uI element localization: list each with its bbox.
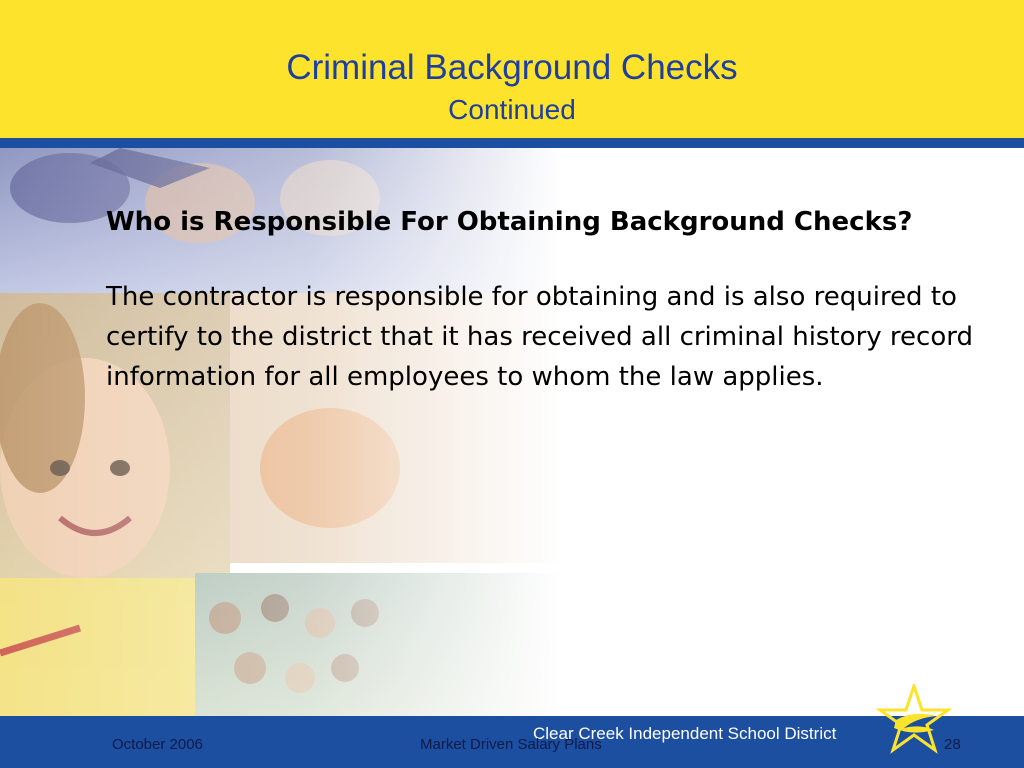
content-body: The contractor is responsible for obtaining and is also required to certify to the district that it has received all criminal history record information for all employees to whom the law applies. — [106, 282, 973, 392]
header-divider — [0, 138, 1024, 148]
district-name: Clear Creek Independent School District — [533, 724, 837, 743]
star-swoosh-logo-icon — [876, 684, 952, 754]
slide-title: Criminal Background Checks — [286, 48, 738, 87]
footer-presentation-title: Market Driven Salary Plans — [420, 736, 602, 753]
slide-content — [106, 202, 986, 397]
footer-date: October 2006 — [112, 736, 203, 753]
content-heading: Who is Responsible For Obtaining Background Checks? — [106, 207, 913, 237]
footer-page-number: 28 — [944, 736, 961, 753]
slide-subtitle: Continued — [448, 94, 576, 125]
